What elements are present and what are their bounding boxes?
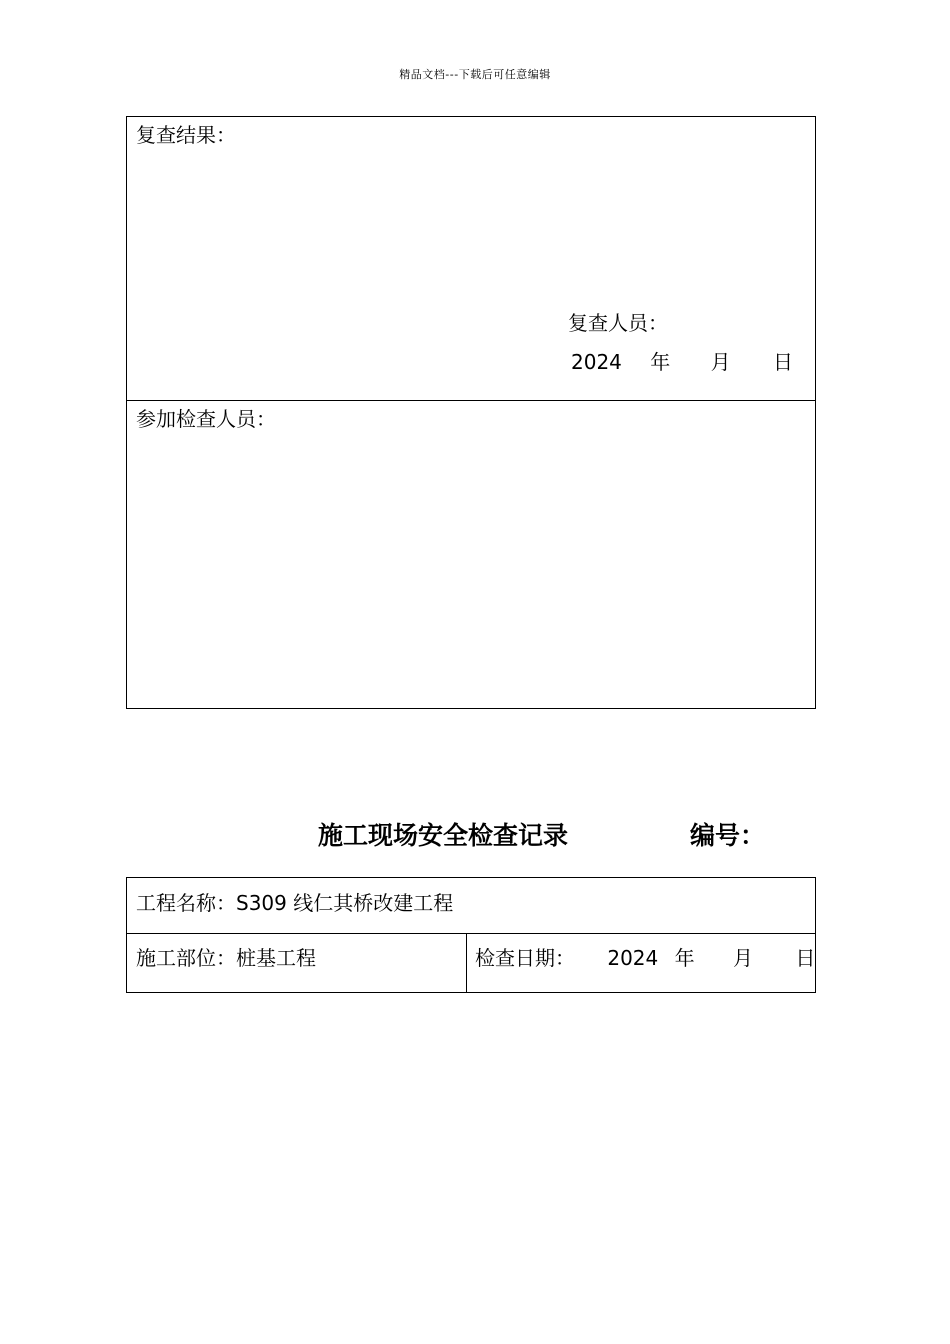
- construction-part: 施工部位：桩基工程: [136, 946, 316, 970]
- inspection-date-year-unit: 年: [674, 946, 695, 970]
- record-title: 施工现场安全检查记录: [318, 821, 569, 850]
- column-divider: [466, 933, 467, 993]
- inspection-date-day-unit: 日: [795, 946, 816, 970]
- review-table: [126, 116, 816, 709]
- inspection-date-month-unit: 月: [732, 946, 753, 970]
- review-result-label: 复查结果：: [136, 123, 236, 147]
- inspection-date-label: 检查日期：: [475, 946, 575, 970]
- reviewer-label: 复查人员：: [568, 311, 668, 335]
- inspection-date-year: 2024: [607, 946, 659, 970]
- row-divider: [127, 933, 815, 934]
- record-code-label: 编号：: [690, 821, 766, 850]
- review-date: [571, 346, 793, 375]
- project-name: 工程名称：S309 线仁其桥改建工程: [136, 891, 454, 915]
- document-header-note: 精品文档---下载后可任意编辑: [399, 68, 551, 81]
- review-date-year: 2024: [571, 350, 622, 374]
- review-date-day-unit: 日: [772, 350, 793, 374]
- participants-label: 参加检查人员：: [136, 407, 276, 431]
- project-info-table: [126, 877, 816, 993]
- inspection-date: [475, 942, 815, 971]
- review-date-year-unit: 年: [650, 350, 671, 374]
- review-date-month-unit: 月: [710, 350, 731, 374]
- section-divider: [127, 400, 815, 401]
